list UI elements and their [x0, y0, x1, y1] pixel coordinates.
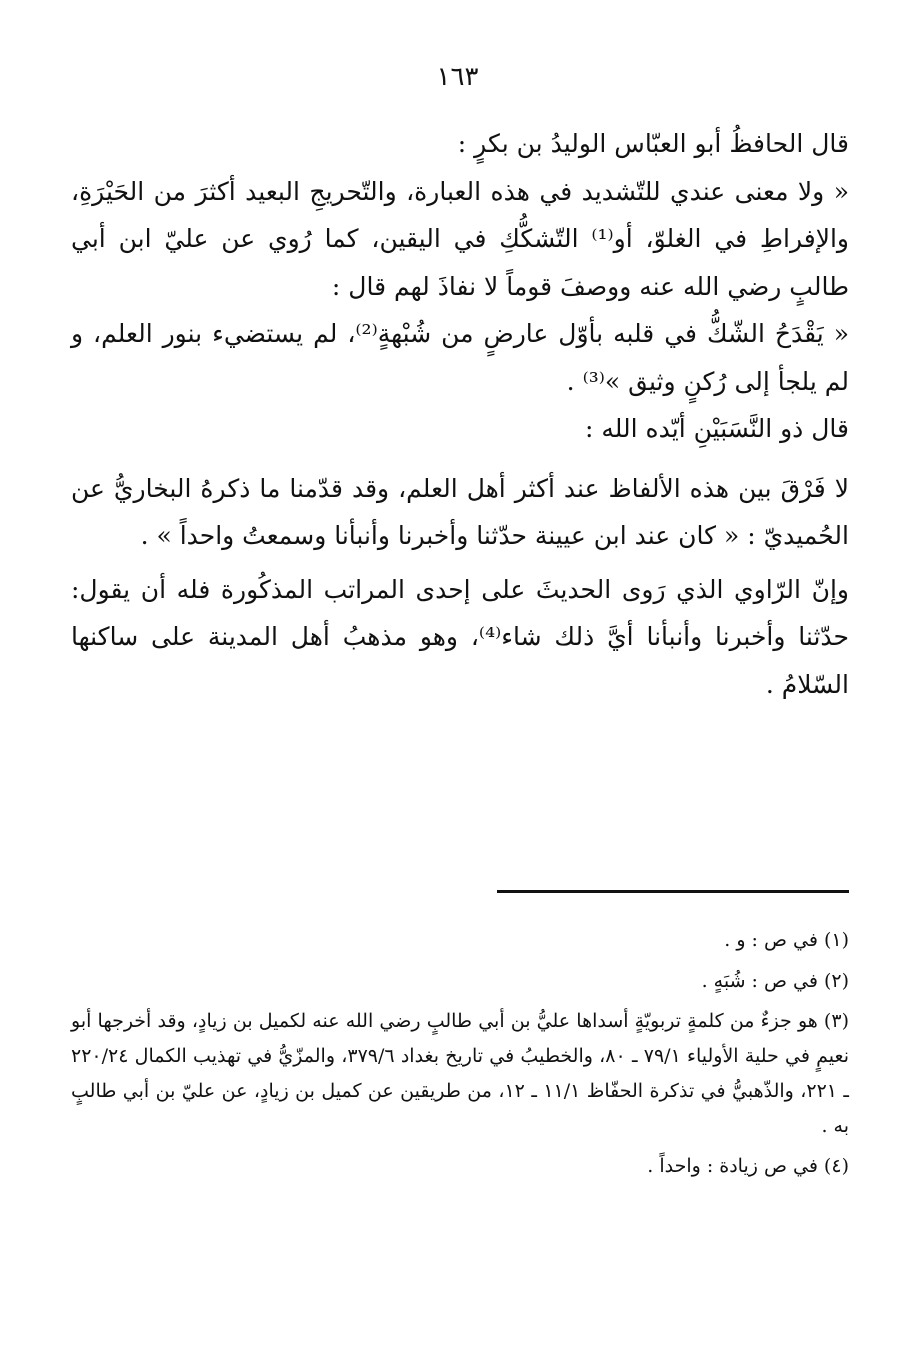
footnote-divider	[497, 890, 849, 893]
footnote-1: (١) في ص : و .	[724, 929, 849, 951]
footnotes	[71, 922, 849, 1189]
paragraph-author-heading: قال ذو النَّسَبَيْنِ أيّده الله :	[585, 414, 849, 443]
page-number: ١٦٣	[436, 62, 479, 92]
paragraph-attribution: قال الحافظُ أبو العبّاس الوليدُ بن بكرٍ :	[457, 129, 849, 158]
main-text	[71, 120, 849, 708]
footnote-4: (٤) في ص زيادة : واحداً .	[647, 1155, 849, 1177]
footnote-3: (٣) هو جزءٌ من كلمةٍ تربويّةٍ أسداها عليُّ بن أبي طالبٍ رضي الله عنه لكميل بن زيادٍ، وقد أخرجها أبو نعيمٍ في حلية الأولياء ٧٩/١ ـ ٨٠، والخطيبُ في تاريخ بغداد ٣٧٩/٦، والمزّيُّ في تهذيب الكمال ٢٢٠/٢٤ ـ ٢٢١، والذّهبيُّ في تذكرة الحفّاظ ١١/١ ـ ١٢، من طريقين عن كميل بن زيادٍ، عن عليّ بن أبي طالبٍ به .	[71, 1010, 849, 1137]
paragraph-quote: « ولا معنى عندي للتّشديد في هذه العبارة، والتّحريجِ البعيد أكثرَ من الحَيْرَةِ، والإفراطِ في الغلوّ، أو⁽¹⁾ التّشكُّكِ في اليقين، كما رُوي عن عليّ ابن أبي طالبٍ رضي الله عنه ووصفَ قوماً لا نفاذَ لهم قال :	[71, 176, 849, 301]
paragraph-ali-saying: « يَقْدَحُ الشّكُّ في قلبه بأوّل عارضٍ من شُبْهةٍ⁽²⁾، لم يستضيء بنور العلم، و لم يلجأ إلى رُكنٍ وثيق »⁽³⁾ .	[71, 319, 849, 396]
footnote-2: (٢) في ص : شُبَهٍ .	[701, 970, 849, 992]
paragraph-narrator: وإنّ الرّاوي الذي رَوى الحديثَ على إحدى المراتب المذكُورة فله أن يقول: حدّثنا وأخبرنا وأنبأنا أيَّ ذلك شاء⁽⁴⁾، وهو مذهبُ أهل المدينة على ساكنها السّلامُ .	[71, 574, 849, 699]
paragraph-no-difference: لا فَرْقَ بين هذه الألفاظ عند أكثر أهل العلم، وقد قدّمنا ما ذكرهُ البخاريُّ عن الحُميديّ : « كان عند ابن عيينة حدّثنا وأخبرنا وأنبأنا وسمعتُ واحداً » .	[71, 473, 849, 550]
